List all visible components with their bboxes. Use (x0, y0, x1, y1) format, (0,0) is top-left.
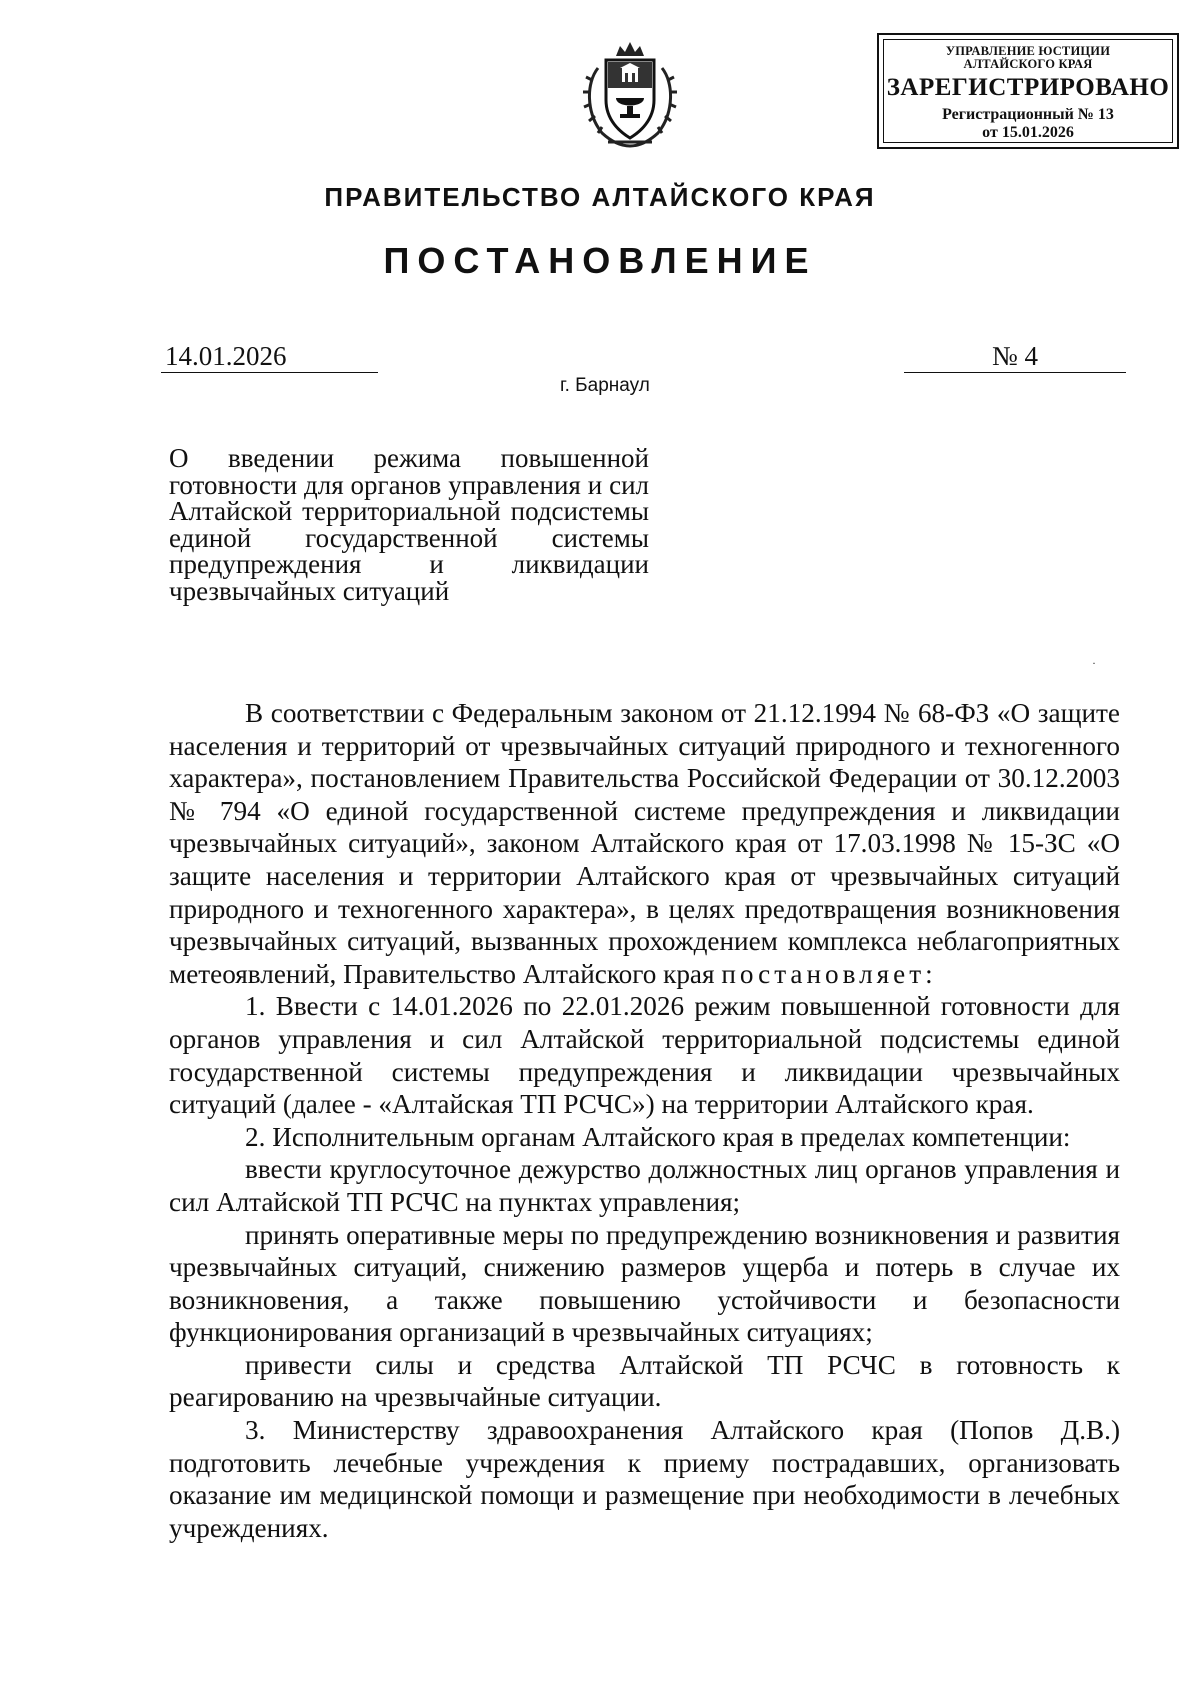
altai-krai-coat-of-arms-icon (578, 38, 682, 150)
preamble-paragraph (169, 697, 1120, 990)
stamp-reg-date: от 15.01.2026 (982, 124, 1074, 141)
government-title: ПРАВИТЕЛЬСТВО АЛТАЙСКОГО КРАЯ (324, 182, 876, 212)
registration-stamp-inner (883, 39, 1173, 143)
document-type-title: ПОСТАНОВЛЕНИЕ (383, 240, 817, 281)
body-paragraph: привести силы и средства Алтайской ТП РСЧС в готовность к реагированию на чрезвычайные ситуации. (169, 1349, 1120, 1413)
preamble-text: В соответствии с Федеральным законом от 21.12.1994 № 68-ФЗ «О защите населения и территорий от чрезвычайных ситуаций природного и техногенного характера», постановлением Правительства Российской Федерации от 30.12.2003 № 794 «О единой государственной системе предупреждения и ликвидации чрезвычайных ситуаций», законом Алтайского края от 17.03.1998 № 15-ЗС «О защите населения и территории Алтайского края от чрезвычайных ситуаций природного и техногенного характера», в целях предотвращения возникновения чрезвычайных ситуаций, вызванных прохождением комплекса неблагоприятных метеоявлений, Правительство Алтайского края (169, 698, 1120, 989)
document-body (169, 697, 1120, 1544)
body-paragraph: 1. Ввести с 14.01.2026 по 22.01.2026 режим повышенной готовности для органов управления и сил Алтайской территориальной подсистемы единой государственной системы предупреждения и ликвидации чрезвычайных ситуаций (далее - «Алтайская ТП РСЧС») на территории Алтайского края. (169, 991, 1120, 1120)
scan-speck: · (1092, 656, 1096, 670)
registration-stamp (877, 33, 1179, 149)
body-paragraph: ввести круглосуточное дежурство должностных лиц органов управления и сил Алтайской ТП РСЧС на пунктах управления; (169, 1154, 1120, 1217)
document-number: № 4 (904, 343, 1126, 373)
body-paragraph: 2. Исполнительным органам Алтайского края в пределах компетенции: (245, 1121, 1071, 1152)
document-city: г. Барнаул (560, 375, 650, 396)
decree-word: постановляет: (721, 958, 937, 989)
stamp-org-line1: УПРАВЛЕНИЕ ЮСТИЦИИ (945, 44, 1111, 58)
document-date: 14.01.2026 (161, 343, 378, 373)
stamp-status: ЗАРЕГИСТРИРОВАНО (886, 74, 1170, 101)
stamp-org-line2: АЛТАЙСКОГО КРАЯ (963, 56, 1093, 71)
document-subject: О введении режима повышенной готовности для органов управления и сил Алтайской территориальной подсистемы единой государственной системы предупреждения и ликвидации чрезвычайных ситуаций (169, 443, 649, 606)
body-paragraph: 3. Министерству здравоохранения Алтайского края (Попов Д.В.) подготовить лечебные учреждения к приему пострадавших, организовать оказание им медицинской помощи и размещение при необходимости в лечебных учреждениях. (169, 1415, 1120, 1543)
body-paragraph: принять оперативные меры по предупреждению возникновения и развития чрезвычайных ситуаций, снижению размеров ущерба и потерь в случае их возникновения, а также повышению устойчивости и безопасности функционирования организаций в чрезвычайных ситуациях; (169, 1219, 1120, 1348)
stamp-reg-number: Регистрационный № 13 (942, 106, 1114, 123)
